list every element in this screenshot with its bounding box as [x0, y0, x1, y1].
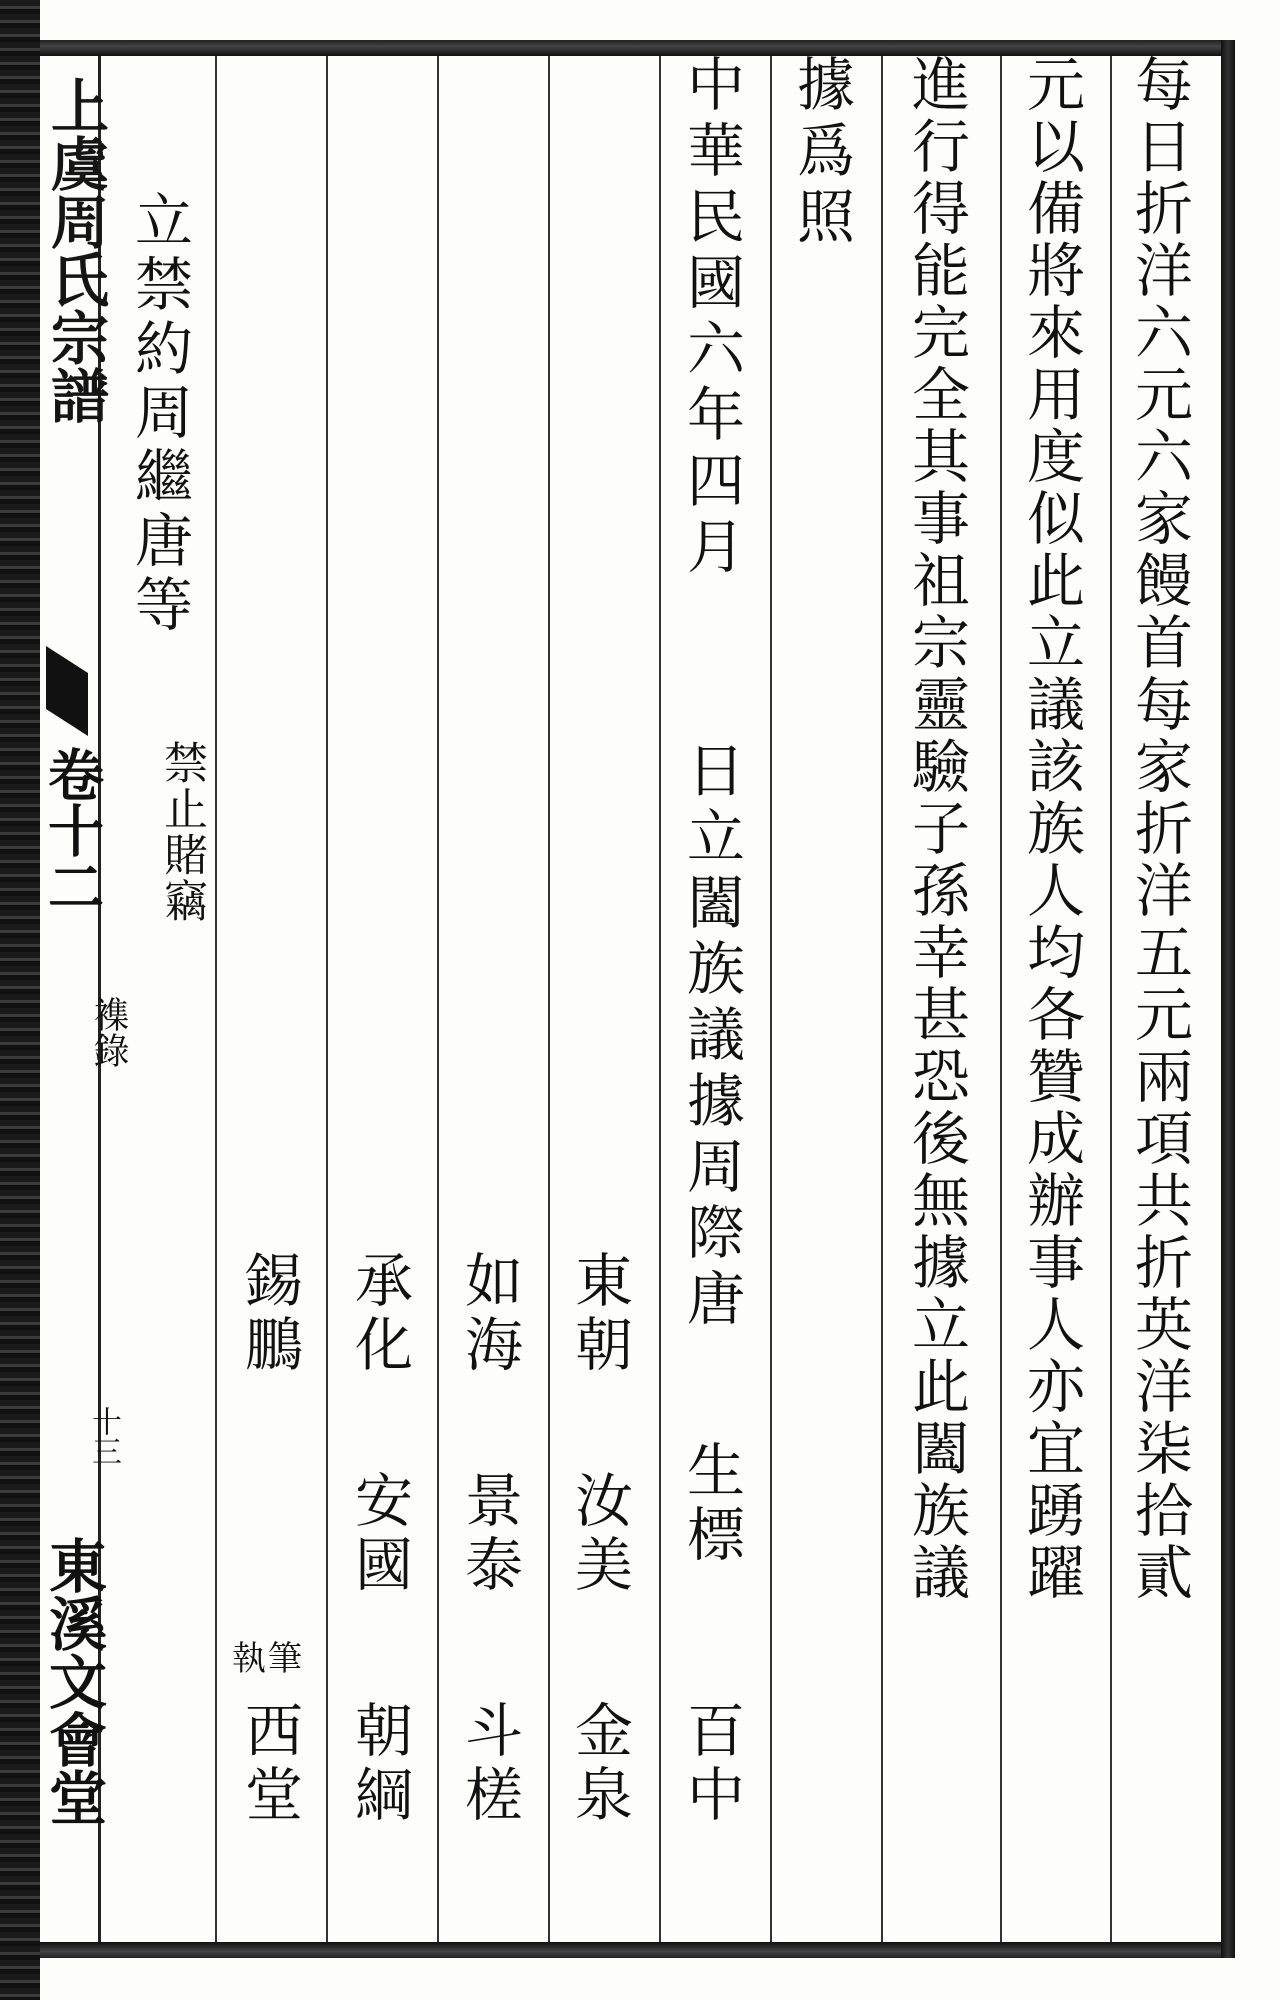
- column-rule: [659, 56, 661, 1942]
- signer-name: 如海: [455, 1250, 523, 1378]
- right-border: [1221, 40, 1235, 1958]
- column-rule: [881, 56, 883, 1942]
- scribe-note: 執筆: [232, 1639, 304, 1679]
- column-rule: [326, 56, 328, 1942]
- signer-name: 東朝: [565, 1250, 633, 1378]
- text-column-2: 元以備將來用度似此立議該族人均各贊成辦事人亦宜踴躍: [1017, 54, 1085, 1604]
- signer-name: 百中: [677, 1700, 745, 1828]
- bottom-border: [40, 1942, 1235, 1958]
- entry-title: 立禁約周繼唐等: [125, 190, 193, 638]
- signer-name: 斗槎: [455, 1700, 523, 1828]
- fishtail-mark: [46, 646, 88, 736]
- text-column-1: 每日折洋六元六家饅首每家折洋五元兩項共折英洋柒拾貳: [1125, 54, 1193, 1604]
- scribe-name: 西堂: [235, 1700, 303, 1828]
- margin-spine: [39, 56, 129, 1942]
- book-title: 上虞周氏宗譜: [41, 76, 109, 424]
- signer-name: 安國: [345, 1470, 413, 1598]
- page-number: 十三: [86, 1406, 121, 1466]
- column-rule: [1000, 56, 1002, 1942]
- entry-subtitle: 禁止賭竊: [156, 740, 207, 924]
- signer-name: 承化: [345, 1250, 413, 1378]
- column-rule: [548, 56, 550, 1942]
- column-rule: [1110, 56, 1112, 1942]
- section-name: 襍錄: [88, 996, 129, 1068]
- column-rule: [770, 56, 772, 1942]
- signer-name: 金泉: [565, 1700, 633, 1828]
- date-line: 中華民國六年四月: [677, 54, 745, 582]
- signer-name: 汝美: [565, 1470, 633, 1598]
- column-rule: [437, 56, 439, 1942]
- signer-name: 景泰: [455, 1470, 523, 1598]
- signer-name: 錫鵬: [235, 1250, 303, 1378]
- volume-number: 卷十二: [39, 746, 105, 914]
- text-column-3: 進行得能完全其事祖宗靈驗子孫幸甚恐後無據立此闔族議: [902, 54, 970, 1604]
- signer-name: 生標: [677, 1440, 745, 1568]
- hall-name: 東溪文會堂: [39, 1536, 107, 1826]
- agreement-maker: 日立闔族議據周際唐: [677, 740, 745, 1334]
- page-edge: [0, 0, 40, 2000]
- signer-name: 朝綱: [345, 1700, 413, 1828]
- text-column-4: 據爲照: [787, 54, 855, 252]
- column-rule: [215, 56, 217, 1942]
